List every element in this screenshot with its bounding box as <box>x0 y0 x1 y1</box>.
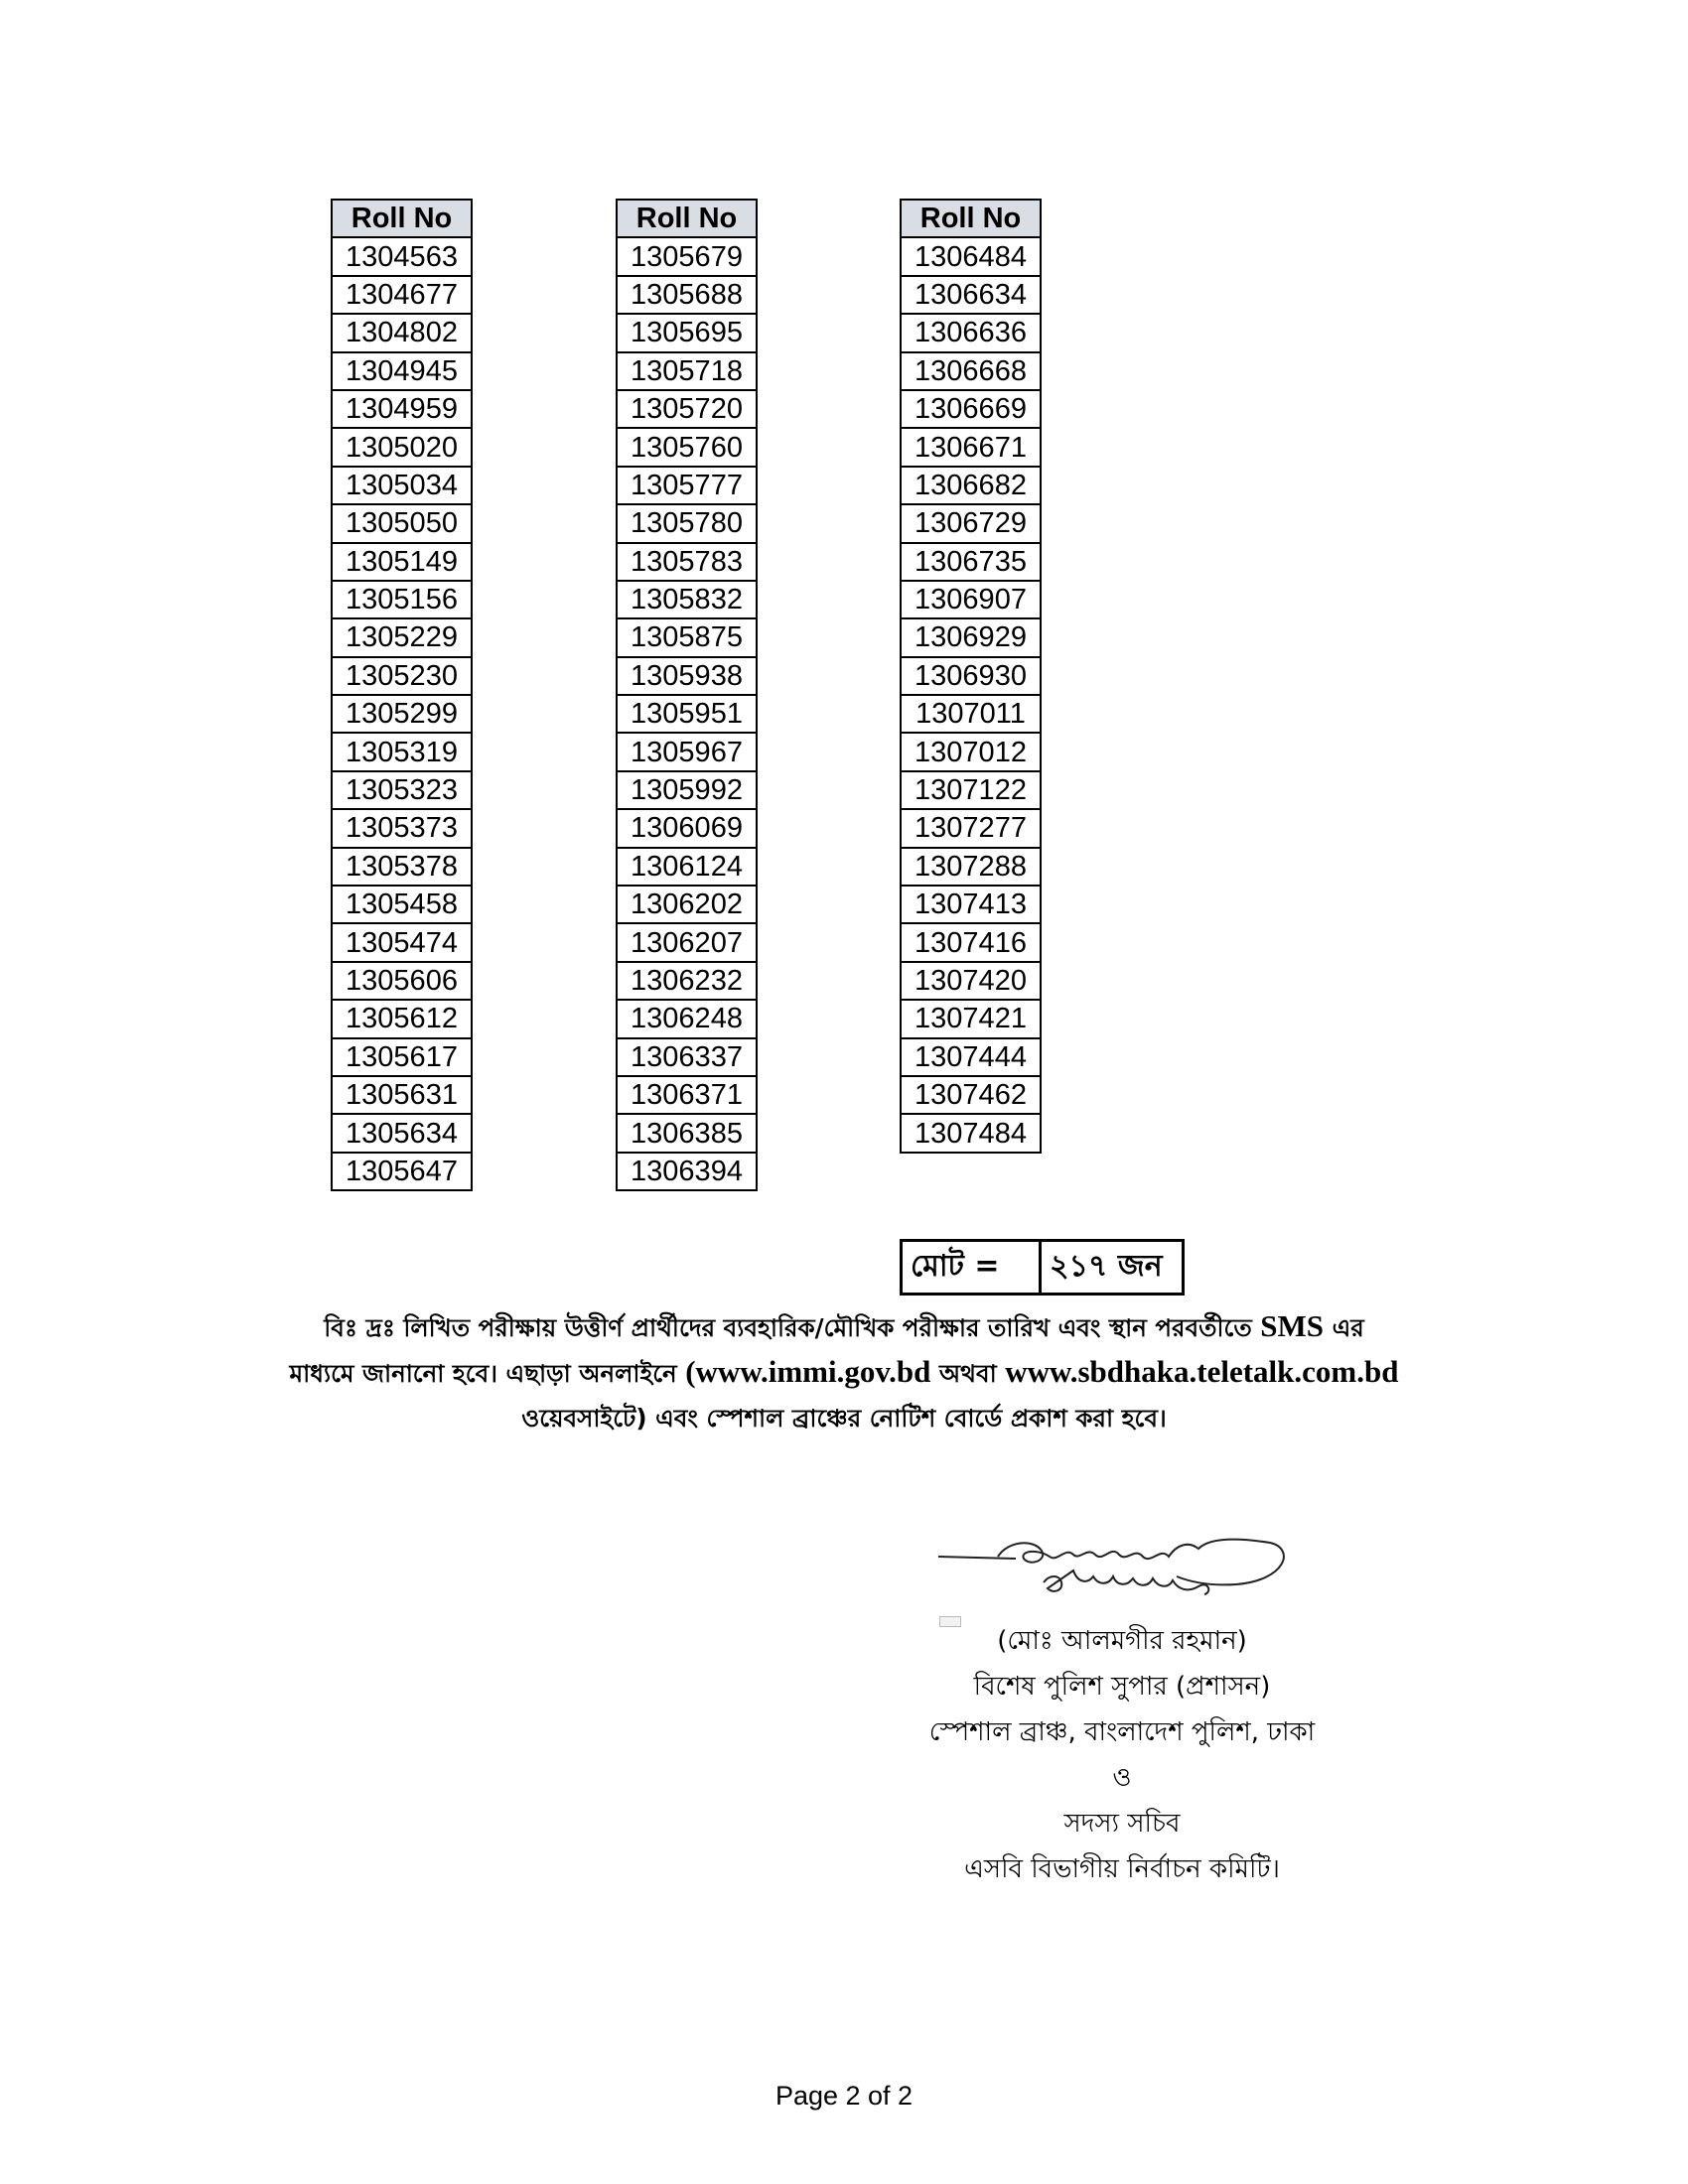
table-row <box>332 352 472 390</box>
table-row <box>617 276 757 314</box>
roll-number-cell: 1305378 <box>332 848 472 886</box>
table-row <box>617 1000 757 1037</box>
table-row <box>617 809 757 847</box>
table-row <box>617 848 757 886</box>
table-row <box>617 504 757 542</box>
table-row <box>617 428 757 466</box>
roll-number-cell: 1306394 <box>617 1153 757 1190</box>
notice-line-3 <box>199 1401 1489 1440</box>
roll-number-cell: 1306069 <box>617 809 757 847</box>
table-row <box>617 695 757 733</box>
table-row <box>332 428 472 466</box>
roll-number-cell: 1306729 <box>901 504 1041 542</box>
notice-text: ওয়েবসাইটে) এবং স্পেশাল ব্রাঞ্চের নোটিশ বোর্ডে প্রকাশ করা হবে। <box>521 1404 1167 1433</box>
roll-number-cell: 1306385 <box>617 1114 757 1152</box>
table-row <box>617 962 757 1000</box>
roll-number-cell: 1306671 <box>901 428 1041 466</box>
table-row <box>332 657 472 695</box>
roll-table-2 <box>616 199 758 1191</box>
roll-number-cell: 1306682 <box>901 467 1041 504</box>
table-row <box>901 352 1041 390</box>
roll-table-body <box>901 237 1041 1152</box>
table-row <box>901 1000 1041 1037</box>
table-row <box>617 314 757 351</box>
roll-number-cell: 1305458 <box>332 886 472 923</box>
notice-url-teletalk: www.sbdhaka.teletalk.com.bd <box>1005 1354 1399 1389</box>
roll-number-cell: 1307012 <box>901 733 1041 770</box>
roll-number-cell: 1305474 <box>332 923 472 961</box>
roll-number-cell: 1305617 <box>332 1038 472 1076</box>
table-row <box>332 1000 472 1037</box>
table-row <box>332 733 472 770</box>
roll-number-cell: 1305034 <box>332 467 472 504</box>
roll-number-cell: 1306248 <box>617 1000 757 1037</box>
roll-number-cell: 1307420 <box>901 962 1041 1000</box>
signer-office: স্পেশাল ব্রাঞ্চ, বাংলাদেশ পুলিশ, ঢাকা <box>928 1717 1316 1747</box>
roll-number-cell: 1306636 <box>901 314 1041 351</box>
roll-number-cell: 1305777 <box>617 467 757 504</box>
table-row <box>901 467 1041 504</box>
roll-number-cell: 1305229 <box>332 618 472 656</box>
table-row <box>901 848 1041 886</box>
table-row <box>617 237 757 275</box>
table-row <box>901 1114 1041 1152</box>
roll-number-cell: 1306337 <box>617 1038 757 1076</box>
table-row <box>332 771 472 809</box>
roll-number-cell: 1307484 <box>901 1114 1041 1152</box>
table-row <box>332 237 472 275</box>
notice-text: মাধ্যমে জানানো হবে। এছাড়া অনলাইনে <box>289 1359 686 1388</box>
roll-table-3 <box>900 199 1042 1154</box>
roll-number-cell: 1307421 <box>901 1000 1041 1037</box>
table-row <box>901 1076 1041 1114</box>
roll-number-cell: 1305720 <box>617 390 757 428</box>
roll-number-cell: 1305156 <box>332 581 472 618</box>
table-row <box>617 1076 757 1114</box>
roll-table-body <box>617 237 757 1190</box>
table-row <box>901 428 1041 466</box>
roll-number-cell: 1305373 <box>332 809 472 847</box>
table-row <box>901 962 1041 1000</box>
roll-number-cell: 1307277 <box>901 809 1041 847</box>
table-row <box>901 504 1041 542</box>
roll-number-cell: 1305050 <box>332 504 472 542</box>
table-row <box>332 543 472 581</box>
table-row <box>901 390 1041 428</box>
roll-header: Roll No <box>901 200 1041 237</box>
roll-header: Roll No <box>332 200 472 237</box>
roll-number-cell: 1306907 <box>901 581 1041 618</box>
total-box <box>900 1239 1185 1296</box>
table-row <box>332 695 472 733</box>
roll-number-cell: 1304563 <box>332 237 472 275</box>
table-row <box>617 467 757 504</box>
roll-number-cell: 1305992 <box>617 771 757 809</box>
roll-table-body <box>332 237 472 1190</box>
notice-sms: SMS <box>1260 1308 1325 1343</box>
table-row <box>901 923 1041 961</box>
roll-number-cell: 1304959 <box>332 390 472 428</box>
roll-number-cell: 1305020 <box>332 428 472 466</box>
table-row <box>617 352 757 390</box>
roll-number-cell: 1307416 <box>901 923 1041 961</box>
signer-name: (মোঃ আলমগীর রহমান) <box>997 1626 1247 1656</box>
table-row <box>332 848 472 886</box>
table-row <box>617 543 757 581</box>
roll-number-cell: 1306634 <box>901 276 1041 314</box>
table-row <box>332 390 472 428</box>
roll-number-cell: 1306668 <box>901 352 1041 390</box>
table-row <box>901 771 1041 809</box>
table-row <box>901 543 1041 581</box>
roll-number-cell: 1305695 <box>617 314 757 351</box>
page-number: Page 2 of 2 <box>774 2081 914 2111</box>
table-row <box>901 733 1041 770</box>
roll-number-cell: 1304677 <box>332 276 472 314</box>
roll-number-cell: 1306484 <box>901 237 1041 275</box>
table-row <box>332 962 472 1000</box>
table-row <box>332 1153 472 1190</box>
table-row <box>901 237 1041 275</box>
table-row <box>901 657 1041 695</box>
roll-number-cell: 1307288 <box>901 848 1041 886</box>
roll-number-cell: 1306930 <box>901 657 1041 695</box>
total-value: ২১৭ জন <box>1050 1249 1163 1284</box>
table-row <box>901 314 1041 351</box>
table-row <box>332 809 472 847</box>
table-row <box>332 467 472 504</box>
table-row <box>617 1038 757 1076</box>
roll-number-cell: 1306207 <box>617 923 757 961</box>
roll-number-cell: 1305780 <box>617 504 757 542</box>
roll-number-cell: 1307122 <box>901 771 1041 809</box>
table-row <box>617 923 757 961</box>
roll-number-cell: 1305718 <box>617 352 757 390</box>
table-row <box>617 618 757 656</box>
roll-number-cell: 1305647 <box>332 1153 472 1190</box>
table-row <box>901 581 1041 618</box>
table-row <box>617 657 757 695</box>
roll-number-cell: 1306371 <box>617 1076 757 1114</box>
roll-number-cell: 1304945 <box>332 352 472 390</box>
table-row <box>332 1038 472 1076</box>
roll-number-cell: 1305951 <box>617 695 757 733</box>
roll-number-cell: 1306929 <box>901 618 1041 656</box>
roll-header: Roll No <box>617 200 757 237</box>
roll-number-cell: 1305783 <box>617 543 757 581</box>
roll-number-cell: 1307413 <box>901 886 1041 923</box>
table-row <box>617 886 757 923</box>
roll-number-cell: 1305149 <box>332 543 472 581</box>
table-row <box>332 504 472 542</box>
roll-number-cell: 1307444 <box>901 1038 1041 1076</box>
roll-number-cell: 1305679 <box>617 237 757 275</box>
table-row <box>617 733 757 770</box>
table-row <box>332 618 472 656</box>
table-row <box>901 695 1041 733</box>
table-row <box>332 923 472 961</box>
table-row <box>617 771 757 809</box>
roll-number-cell: 1306735 <box>901 543 1041 581</box>
table-row <box>617 390 757 428</box>
roll-number-cell: 1306669 <box>901 390 1041 428</box>
roll-number-cell: 1306202 <box>617 886 757 923</box>
roll-number-cell: 1305299 <box>332 695 472 733</box>
notice-line-1 <box>199 1308 1489 1350</box>
notice-text: বিঃ দ্রঃ লিখিত পরীক্ষায় উত্তীর্ণ প্রার্থীদের ব্যবহারিক/মৌখিক পরীক্ষার তারিখ এবং স্থান পরবর্তীতে <box>324 1313 1261 1342</box>
notice-text: অথবা <box>930 1359 1006 1388</box>
table-row <box>901 276 1041 314</box>
table-row <box>617 581 757 618</box>
roll-number-cell: 1305760 <box>617 428 757 466</box>
roll-number-cell: 1305631 <box>332 1076 472 1114</box>
table-row <box>617 1114 757 1152</box>
table-row <box>617 1153 757 1190</box>
table-row <box>901 1038 1041 1076</box>
roll-number-cell: 1307462 <box>901 1076 1041 1114</box>
notice-text: এর <box>1324 1313 1364 1342</box>
roll-number-cell: 1305612 <box>332 1000 472 1037</box>
table-row <box>332 886 472 923</box>
table-row <box>332 314 472 351</box>
roll-number-cell: 1306232 <box>617 962 757 1000</box>
table-row <box>332 1114 472 1152</box>
roll-number-cell: 1305875 <box>617 618 757 656</box>
roll-number-cell: 1305634 <box>332 1114 472 1152</box>
roll-number-cell: 1306124 <box>617 848 757 886</box>
total-label: মোট = <box>903 1242 1042 1293</box>
roll-number-cell: 1305938 <box>617 657 757 695</box>
notice-line-2 <box>199 1354 1489 1396</box>
signer-committee: এসবি বিভাগীয় নির্বাচন কমিটি। <box>964 1854 1280 1884</box>
roll-number-cell: 1305832 <box>617 581 757 618</box>
signer-role: সদস্য সচিব <box>1063 1809 1181 1839</box>
roll-number-cell: 1305319 <box>332 733 472 770</box>
roll-number-cell: 1307011 <box>901 695 1041 733</box>
table-row <box>901 618 1041 656</box>
signer-and: ও <box>1112 1763 1132 1793</box>
roll-table-1 <box>331 199 473 1191</box>
roll-number-cell: 1305967 <box>617 733 757 770</box>
table-row <box>332 581 472 618</box>
signer-designation: বিশেষ পুলিশ সুপার (প্রশাসন) <box>973 1672 1271 1702</box>
roll-number-cell: 1305323 <box>332 771 472 809</box>
table-row <box>332 276 472 314</box>
roll-number-cell: 1305688 <box>617 276 757 314</box>
notice-url-immi: (www.immi.gov.bd <box>685 1354 931 1389</box>
table-row <box>901 809 1041 847</box>
table-row <box>901 886 1041 923</box>
roll-number-cell: 1304802 <box>332 314 472 351</box>
roll-number-cell: 1305606 <box>332 962 472 1000</box>
roll-number-cell: 1305230 <box>332 657 472 695</box>
table-row <box>332 1076 472 1114</box>
